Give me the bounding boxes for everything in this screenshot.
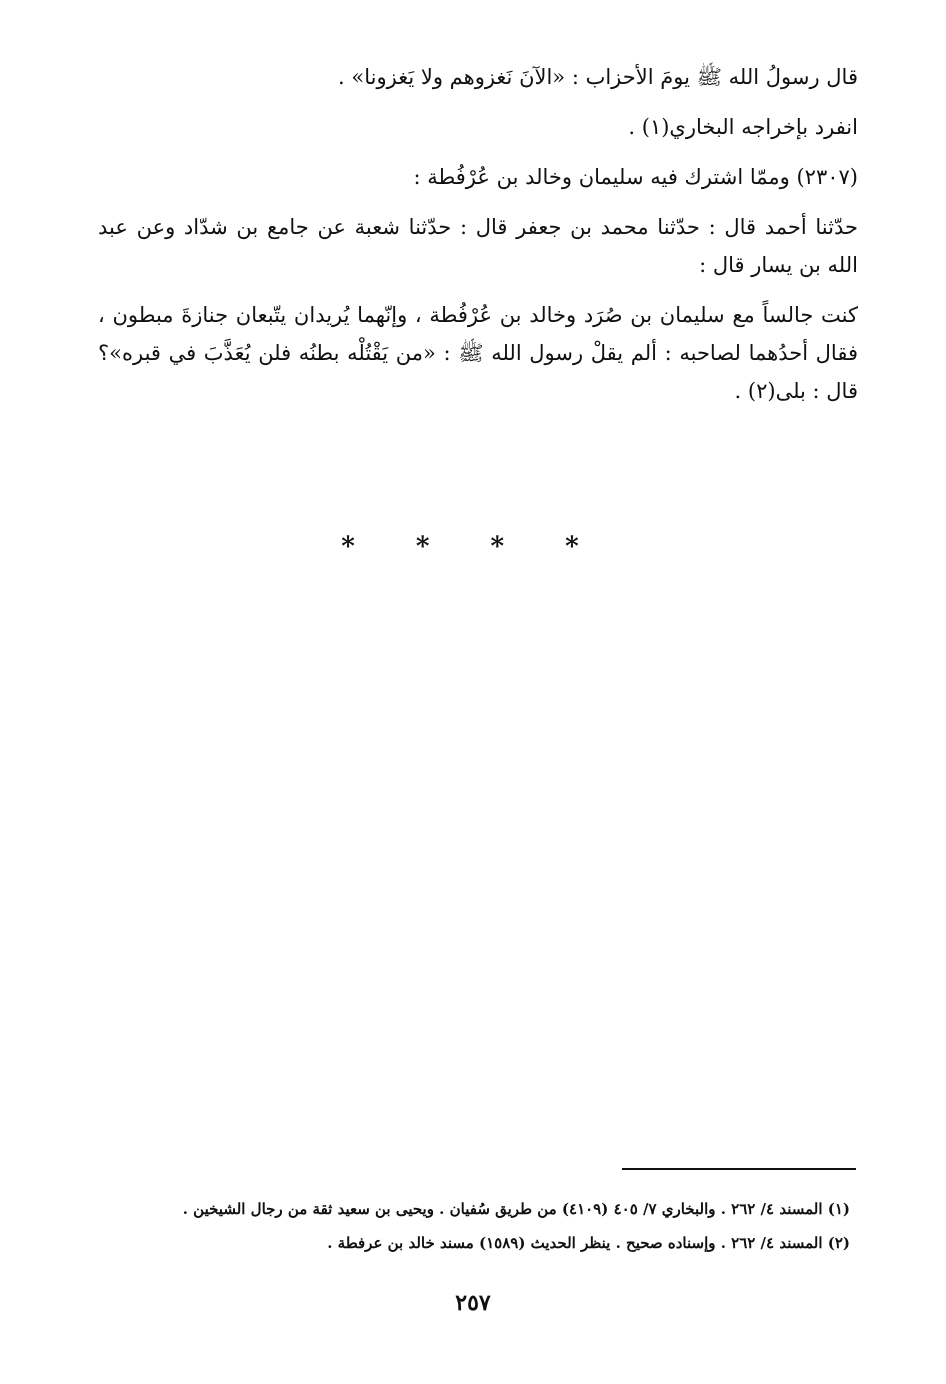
page-number: ٢٥٧ (455, 1290, 491, 1316)
main-text (98, 58, 858, 410)
isnad-paragraph: حدّثنا أحمد قال : حدّثنا محمد بن جعفر قال : حدّثنا شعبة عن جامع بن شدّاد وعن عبد الله بن يسار قال : (98, 215, 858, 277)
section-heading: (٢٣٠٧) وممّا اشترك فيه سليمان وخالد بن عُرْفُطة : (413, 165, 858, 189)
footnote-1: (١) المسند ٤/ ٢٦٢ . والبخاري ٧/ ٤٠٥ (٤١٠٩) من طريق سُفيان . ويحيى بن سعيد ثقة من رجال الشيخين . (182, 1200, 850, 1218)
footnote-2: (٢) المسند ٤/ ٢٦٢ . وإسناده صحيح . ينظر الحديث (١٥٨٩) مسند خالد بن عرفطة . (327, 1234, 850, 1252)
attribution-line: انفرد بإخراجه البخاري(١) . (628, 115, 858, 139)
section-separator: * * * * (341, 532, 605, 562)
hadith-paragraph: كنت جالساً مع سليمان بن صُرَد وخالد بن عُرْفُطة ، وإنّهما يُريدان يتّبعان جنازةَ مبطون ، فقال أحدُهما لصاحبه : ألم يقلْ رسول الله ﷺ : «من يَقْتُلْه بطنُه فلن يُعَذَّبَ في قبره»؟ قال : بلى(٢) . (98, 303, 858, 403)
hadith-line-1: قال رسولُ الله ﷺ يومَ الأحزاب : «الآنَ نَغزوهم ولا يَغزونا» . (338, 65, 858, 89)
footnotes (110, 1192, 850, 1260)
footnote-divider (622, 1168, 856, 1170)
